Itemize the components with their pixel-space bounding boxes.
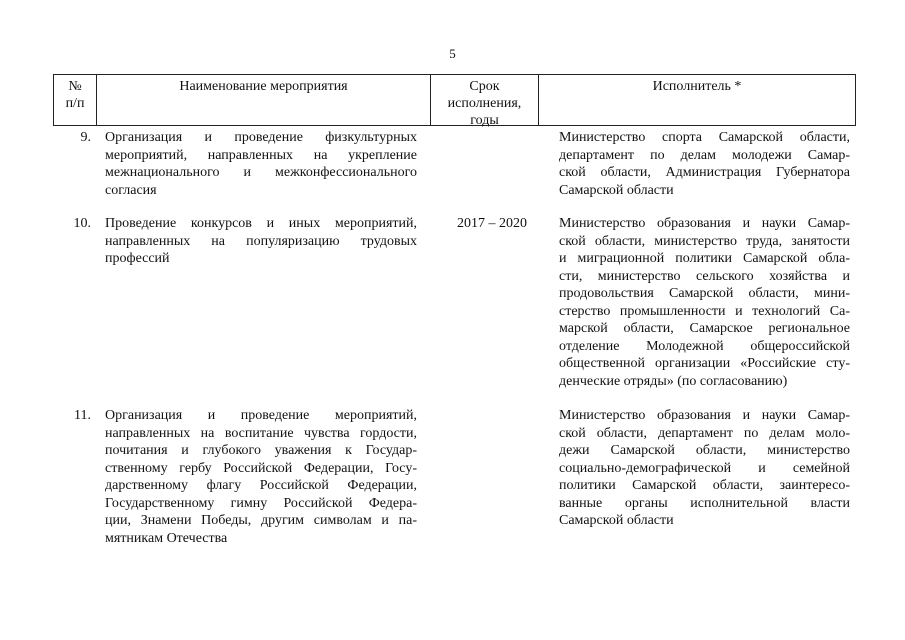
text-line: Министерство спорта Самарской области, bbox=[559, 130, 850, 145]
row-executor bbox=[559, 407, 850, 530]
header-text: Срок bbox=[469, 79, 500, 94]
text-line: Самарской области bbox=[559, 513, 674, 528]
text-line: марской области, Самарское региональное bbox=[559, 321, 850, 336]
text-line: Государственному гимну Российской Федера- bbox=[105, 495, 417, 511]
text-line: мероприятий, направленных на укрепление bbox=[105, 147, 417, 163]
text-line: ской области, департамент по делам моло- bbox=[559, 425, 850, 441]
text-line: Министерство образования и науки Самар- bbox=[559, 216, 850, 231]
text-line: ской области, Администрация Губернатора bbox=[559, 165, 850, 180]
text-line: мятникам Отечества bbox=[105, 530, 228, 546]
header-text: годы bbox=[470, 113, 499, 128]
text-line: отделение Молодежной общероссийской bbox=[559, 338, 850, 354]
text-line: дарственному флагу Российской Федерации, bbox=[105, 478, 417, 493]
row-term: 2017 – 2020 bbox=[457, 216, 527, 231]
text-line: Министерство образования и науки Самар- bbox=[559, 408, 850, 423]
row-number: 9. bbox=[80, 130, 91, 145]
text-line: профессий bbox=[105, 251, 170, 266]
row-executor bbox=[559, 129, 850, 199]
text-line: Проведение конкурсов и иных мероприятий, bbox=[105, 216, 417, 231]
table-header bbox=[53, 74, 856, 126]
text-line: межнационального и межконфессионального bbox=[105, 165, 417, 180]
row-name bbox=[105, 129, 417, 199]
header-cell-executor bbox=[539, 75, 855, 125]
row-number: 10. bbox=[73, 216, 91, 231]
text-line: Организация и проведение физкультурных bbox=[105, 130, 417, 145]
row-number: 11. bbox=[74, 408, 91, 423]
text-line: направленных на воспитание чувства гордости, bbox=[105, 425, 417, 441]
row-executor bbox=[559, 215, 850, 390]
header-cell-number bbox=[54, 75, 97, 125]
text-line: продовольствия Самарской области, мини- bbox=[559, 286, 850, 301]
text-line: направленных на популяризацию трудовых bbox=[105, 233, 417, 249]
header-text: Исполнитель * bbox=[652, 79, 742, 94]
text-line: ции, Знамени Победы, другим символам и па- bbox=[105, 513, 417, 528]
header-text: п/п bbox=[65, 96, 85, 111]
text-line: стерство промышленности и технологий Са- bbox=[559, 303, 850, 319]
page-number: 5 bbox=[449, 46, 456, 61]
row-name bbox=[105, 215, 417, 268]
text-line: ской области, министерство труда, занятости bbox=[559, 233, 850, 249]
text-line: ственному гербу Российской Федерации, Госу- bbox=[105, 460, 417, 476]
text-line: департамент по делам молодежи Самар- bbox=[559, 147, 850, 163]
text-line: денческие отряды» (по согласованию) bbox=[559, 373, 788, 389]
text-line: и миграционной политики Самарской обла- bbox=[559, 251, 850, 266]
text-line: социально-демографической и семейной bbox=[559, 460, 850, 476]
text-line: почитания и глубокого уважения к Государ- bbox=[105, 443, 417, 458]
text-line: Организация и проведение мероприятий, bbox=[105, 408, 417, 423]
header-text: исполнения, bbox=[447, 96, 522, 111]
text-line: ванные органы исполнительной власти bbox=[559, 495, 850, 511]
text-line: согласия bbox=[105, 182, 157, 198]
header-cell-term bbox=[431, 75, 539, 128]
header-cell-name bbox=[97, 75, 431, 125]
text-line: общественной организации «Российские сту- bbox=[559, 356, 850, 371]
text-line: политики Самарской области, заинтересо- bbox=[559, 478, 850, 493]
text-line: дежи Самарской области, министерство bbox=[559, 443, 850, 458]
row-name bbox=[105, 407, 417, 547]
text-line: сти, министерство сельского хозяйства и bbox=[559, 268, 850, 284]
header-text: Наименование мероприятия bbox=[179, 79, 348, 94]
text-line: Самарской области bbox=[559, 182, 674, 198]
header-text: № bbox=[68, 79, 82, 94]
